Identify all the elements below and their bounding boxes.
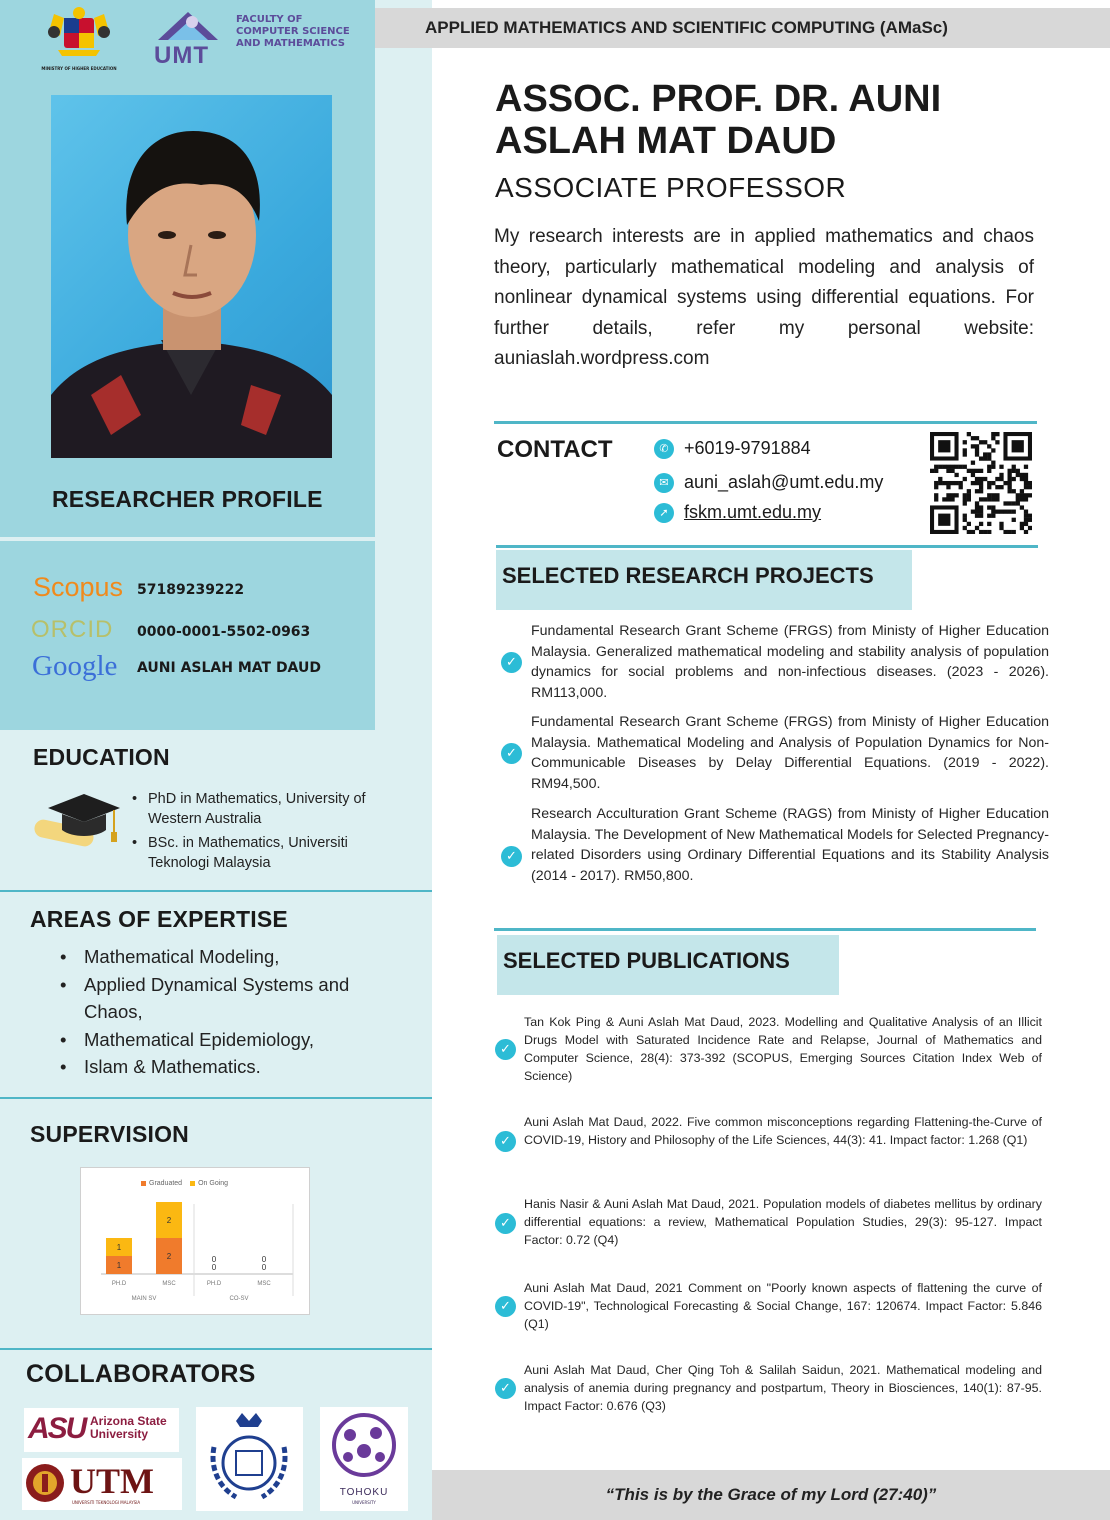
asu-logo: ASU Arizona State University: [24, 1408, 179, 1452]
check-icon: ✓: [501, 846, 522, 867]
researcher-profile-heading: RESEARCHER PROFILE: [52, 486, 323, 512]
section-rule: [496, 545, 1038, 548]
google-scholar-logo: Google: [32, 650, 118, 682]
contact-website: [654, 502, 821, 523]
faculty-line-3: AND MATHEMATICS: [236, 38, 346, 49]
tohoku-wordmark: TOHOKU: [339, 1487, 389, 1498]
bar-data-label: 2: [166, 1216, 172, 1225]
laurel-crest-icon: [196, 1407, 303, 1511]
ministry-logo: [40, 6, 118, 71]
researcher-name: ASSOC. PROF. DR. AUNI ASLAH MAT DAUD: [495, 78, 942, 162]
check-icon: ✓: [495, 1039, 516, 1060]
research-bio: My research interests are in applied mathematics and chaos theory, particularly mathematical modeling and analysis of nonlinear dynamical systems using differential equations. For further details, refer my personal website: auniaslah.wordpress.com: [494, 226, 1034, 369]
legend-label-ongoing: On Going: [198, 1180, 229, 1187]
supervision-chart-plot: [81, 1168, 311, 1316]
graduation-cap-icon: [28, 790, 122, 854]
check-icon: ✓: [501, 743, 522, 764]
orcid-id: 0000-0001-5502-0963: [137, 624, 311, 640]
collaborators-heading: COLLABORATORS: [26, 1360, 256, 1388]
bar-data-label: 1: [116, 1243, 122, 1252]
umt-logo: [152, 8, 224, 70]
phone-number: +6019-9791884: [684, 438, 811, 458]
contact-phone: [654, 438, 811, 459]
education-item: • PhD in Mathematics, University of Western Australia: [130, 789, 392, 829]
check-icon: ✓: [495, 1296, 516, 1317]
check-icon: ✓: [495, 1131, 516, 1152]
x-group-label: MAIN SV: [131, 1296, 157, 1302]
publications-heading: SELECTED PUBLICATIONS: [497, 935, 839, 995]
faculty-line-1: FACULTY OF: [236, 14, 303, 25]
website-link[interactable]: fskm.umt.edu.my: [684, 502, 822, 522]
section-divider: [0, 1097, 432, 1099]
asu-name-line-1: Arizona State: [90, 1414, 167, 1428]
project-item: Research Acculturation Grant Scheme (RAGS) from Ministy of Higher Education Malaysia. The Development of New Mathematical Models for Selected Pregnancy-related Disorders using Ordinary Differential Equations and its Stability Analysis (2014 - 2017). RM50,800.: [531, 806, 1049, 884]
bar-data-label: 2: [166, 1252, 172, 1261]
scopus-logo: Scopus: [33, 572, 124, 602]
x-tick-label: MSC: [162, 1281, 176, 1287]
tohoku-caption: UNIVERSITY: [352, 1500, 376, 1505]
bar-data-label: 0: [211, 1255, 217, 1264]
expertise-item: • Applied Dynamical Systems and Chaos,: [56, 971, 406, 1026]
department-title: APPLIED MATHEMATICS AND SCIENTIFIC COMPUTING (AMaSc): [425, 18, 948, 37]
utm-logo: [22, 1458, 182, 1510]
project-item: Fundamental Research Grant Scheme (FRGS) from Ministy of Higher Education Malaysia. Mathematical Modeling and Analysis of Population Dynamics for Non-Communicable Diseases by Delay Differential Equations. (2019 - 2022). RM94,500.: [531, 714, 1049, 792]
email-icon: ✉: [654, 473, 674, 493]
education-list: [130, 789, 392, 877]
x-tick-label: MSC: [257, 1281, 271, 1287]
check-icon: ✓: [495, 1213, 516, 1234]
expertise-list: [56, 943, 406, 1081]
ministry-caption: MINISTRY OF HIGHER EDUCATION: [41, 66, 117, 71]
supervision-chart: [80, 1167, 310, 1315]
footer-bar: [432, 1470, 1110, 1520]
faculty-line-2: COMPUTER SCIENCE: [236, 26, 350, 37]
utm-caption: UNIVERSITI TEKNOLOGI MALAYSIA: [72, 1500, 141, 1505]
section-divider: [0, 890, 432, 892]
asu-name-line-2: University: [90, 1427, 149, 1441]
check-icon: ✓: [495, 1378, 516, 1399]
umt-wordmark: UMT: [154, 42, 209, 69]
check-icon: ✓: [501, 652, 522, 673]
education-heading: EDUCATION: [33, 744, 170, 770]
department-banner: [375, 8, 1110, 48]
google-scholar-name: AUNI ASLAH MAT DAUD: [137, 660, 321, 676]
x-tick-label: PH.D: [111, 1281, 127, 1287]
supervision-heading: SUPERVISION: [30, 1121, 189, 1147]
link-icon: ➚: [654, 503, 674, 523]
crest-icon: [40, 6, 118, 58]
section-rule: [494, 421, 1037, 424]
portrait-icon: [51, 95, 332, 458]
utm-crest-icon: [24, 1462, 66, 1504]
orcid-logo: ORCID: [31, 616, 114, 643]
phone-icon: ✆: [654, 439, 674, 459]
profile-photo: [51, 95, 332, 458]
education-item: • BSc. in Mathematics, Universiti Teknologi Malaysia: [130, 833, 392, 873]
x-tick-label: PH.D: [206, 1281, 222, 1287]
researcher-position: ASSOCIATE PROFESSOR: [495, 172, 847, 203]
x-group-label: CO-SV: [229, 1296, 249, 1302]
bar-data-label: 0: [211, 1263, 217, 1272]
publication-item: Auni Aslah Mat Daud, 2022. Five common misconceptions regarding Flattening-the-Curve of COVID-19, History and Philosophy of the Life Sciences, 44(3): 41. Impact factor: 1.268 (Q1): [524, 1115, 1042, 1147]
section-divider: [0, 1348, 432, 1350]
bar-data-label: 1: [116, 1261, 122, 1270]
bar-data-label: 0: [261, 1255, 267, 1264]
legend-label-graduated: Graduated: [149, 1180, 183, 1187]
utm-wordmark: UTM: [70, 1461, 154, 1501]
section-rule: [494, 928, 1036, 931]
publication-item: Hanis Nasir & Auni Aslah Mat Daud, 2021. Population models of diabetes mellitus by ordinary differential equations: a review, Mathematical Population Studies, 29(3): 95-127. Impact Factor: 0.72 (Q4): [524, 1197, 1042, 1247]
qr-code-icon: [930, 432, 1032, 534]
expertise-heading: AREAS OF EXPERTISE: [30, 906, 288, 932]
publication-item: Auni Aslah Mat Daud, Cher Qing Toh & Salilah Saidun, 2021. Mathematical modeling and analysis of anemia during pregnancy and postpartum, Theory in Biosciences, 140(1): 87-95. Impact Factor: 0.676 (Q3): [524, 1363, 1042, 1413]
tohoku-logo: [320, 1407, 408, 1511]
expertise-item: • Mathematical Epidemiology,: [56, 1026, 406, 1054]
tohoku-emblem-icon: [320, 1407, 408, 1483]
qr-code[interactable]: [930, 432, 1032, 534]
publication-item: Auni Aslah Mat Daud, 2021 Comment on "Poorly known aspects of flattening the curve of COVID-19", Technological Forecasting & Social Change, 167: 120674. Impact Factor: 5.846 (Q1): [524, 1281, 1042, 1331]
expertise-item: • Mathematical Modeling,: [56, 943, 406, 971]
collaborator-crest-logo: [196, 1407, 303, 1511]
bar-data-label: 0: [261, 1263, 267, 1272]
project-item: Fundamental Research Grant Scheme (FRGS) from Ministy of Higher Education Malaysia. Generalized mathematical modeling and stability analysis of population dynamics for social problems and non-infectious diseases. (2023 - 2026). RM113,000.: [531, 623, 1049, 701]
contact-email: [654, 472, 883, 493]
expertise-item: • Islam & Mathematics.: [56, 1053, 406, 1081]
contact-heading: CONTACT: [497, 436, 613, 463]
umt-emblem-icon: [152, 8, 224, 42]
email-address: auni_aslah@umt.edu.my: [684, 472, 884, 492]
publication-item: Tan Kok Ping & Auni Aslah Mat Daud, 2023. Modelling and Qualitative Analysis of an Illicit Drugs Model with Saturated Incidence Rate and Relapse, Journal of Mathematics and Computer Science, 28(4): 373-392 (SCOPUS, Emerging Sources Citation Index Web of Science): [524, 1015, 1042, 1083]
faculty-name: [236, 14, 350, 50]
scopus-id: 57189239222: [137, 582, 245, 598]
footer-quote: “This is by the Grace of my Lord (27:40)”: [605, 1485, 937, 1504]
projects-heading: SELECTED RESEARCH PROJECTS: [496, 550, 912, 610]
